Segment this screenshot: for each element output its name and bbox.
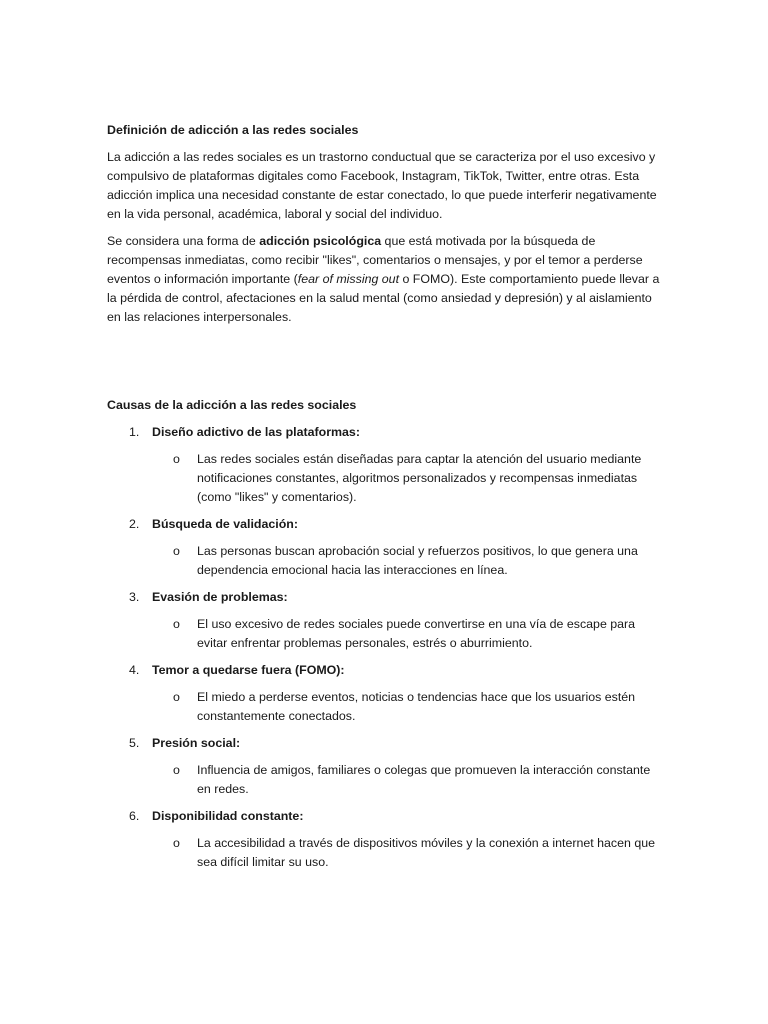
cause-detail-text: La accesibilidad a través de dispositivos móviles y la conexión a internet hacen que sea difícil limitar su uso. [197,836,656,869]
definition-paragraph-2 [107,232,663,327]
cause-detail-text: Las redes sociales están diseñadas para captar la atención del usuario mediante notificaciones constantes, algoritmos personalizados y recompensas inmediatas (como "likes" y comentarios). [197,452,642,504]
document-body [107,121,663,880]
cause-item [107,807,663,872]
bullet-icon: o [173,690,180,704]
cause-title-text: Disponibilidad constante: [152,809,304,823]
cause-title-text: Búsqueda de validación: [152,517,298,531]
bullet-icon: o [173,836,180,850]
causes-list [107,423,663,872]
cause-title-text: Diseño adictivo de las plataformas: [152,425,360,439]
cause-title [107,588,663,607]
cause-detail [107,450,663,507]
cause-title-text: Evasión de problemas: [152,590,288,604]
bullet-icon: o [173,763,180,777]
cause-detail-text: El uso excesivo de redes sociales puede convertirse en una vía de escape para evitar enfrentar problemas personales, estrés o aburrimiento. [197,617,636,650]
cause-detail [107,542,663,580]
cause-detail [107,615,663,653]
cause-title [107,423,663,442]
cause-number: 5. [129,736,140,750]
cause-detail-text: El miedo a perderse eventos, noticias o tendencias hace que los usuarios estén constantemente conectados. [197,690,636,723]
definition-heading: Definición de adicción a las redes sociales [107,123,359,137]
cause-item [107,515,663,580]
cause-number: 4. [129,663,140,677]
causes-heading: Causas de la adicción a las redes sociales [107,398,357,412]
cause-detail-text: Influencia de amigos, familiares o colegas que promueven la interacción constante en redes. [197,763,651,796]
cause-title [107,661,663,680]
cause-title [107,515,663,534]
cause-detail [107,834,663,872]
cause-title-text: Temor a quedarse fuera (FOMO): [152,663,345,677]
cause-title [107,807,663,826]
p2-italic-term: fear of missing out [297,272,400,286]
definition-paragraph-1: La adicción a las redes sociales es un trastorno conductual que se caracteriza por el uso excesivo y compulsivo de plataformas digitales como Facebook, Instagram, TikTok, Twitter, entre otras. Esta adicción implica una necesidad constante de estar conectado, lo que puede interferir negativamente en la vida personal, académica, laboral y social del individuo. [107,150,657,221]
cause-item [107,734,663,799]
bullet-icon: o [173,617,180,631]
p2-text-a: Se considera una forma de [107,234,260,248]
cause-item [107,423,663,507]
cause-number: 1. [129,425,140,439]
p2-text-c: que está motivada por la búsqueda de recompensas inmediatas, como recibir "likes", comentarios o mensajes, y por el temor a perderse eventos o información importante ( [107,234,643,286]
cause-number: 3. [129,590,140,604]
cause-item [107,588,663,653]
bullet-icon: o [173,452,180,466]
cause-detail [107,761,663,799]
cause-detail [107,688,663,726]
p2-text-e: o FOMO). Este comportamiento puede llevar a la pérdida de control, afectaciones en la salud mental (como ansiedad y depresión) y al aislamiento en las relaciones interpersonales. [107,272,660,324]
cause-title [107,734,663,753]
p2-bold-term: adicción psicológica [259,234,382,248]
cause-number: 6. [129,809,140,823]
section-spacer [107,335,663,396]
cause-item [107,661,663,726]
cause-detail-text: Las personas buscan aprobación social y refuerzos positivos, lo que genera una dependencia emocional hacia las interacciones en línea. [197,544,638,577]
cause-title-text: Presión social: [152,736,241,750]
cause-number: 2. [129,517,140,531]
bullet-icon: o [173,544,180,558]
